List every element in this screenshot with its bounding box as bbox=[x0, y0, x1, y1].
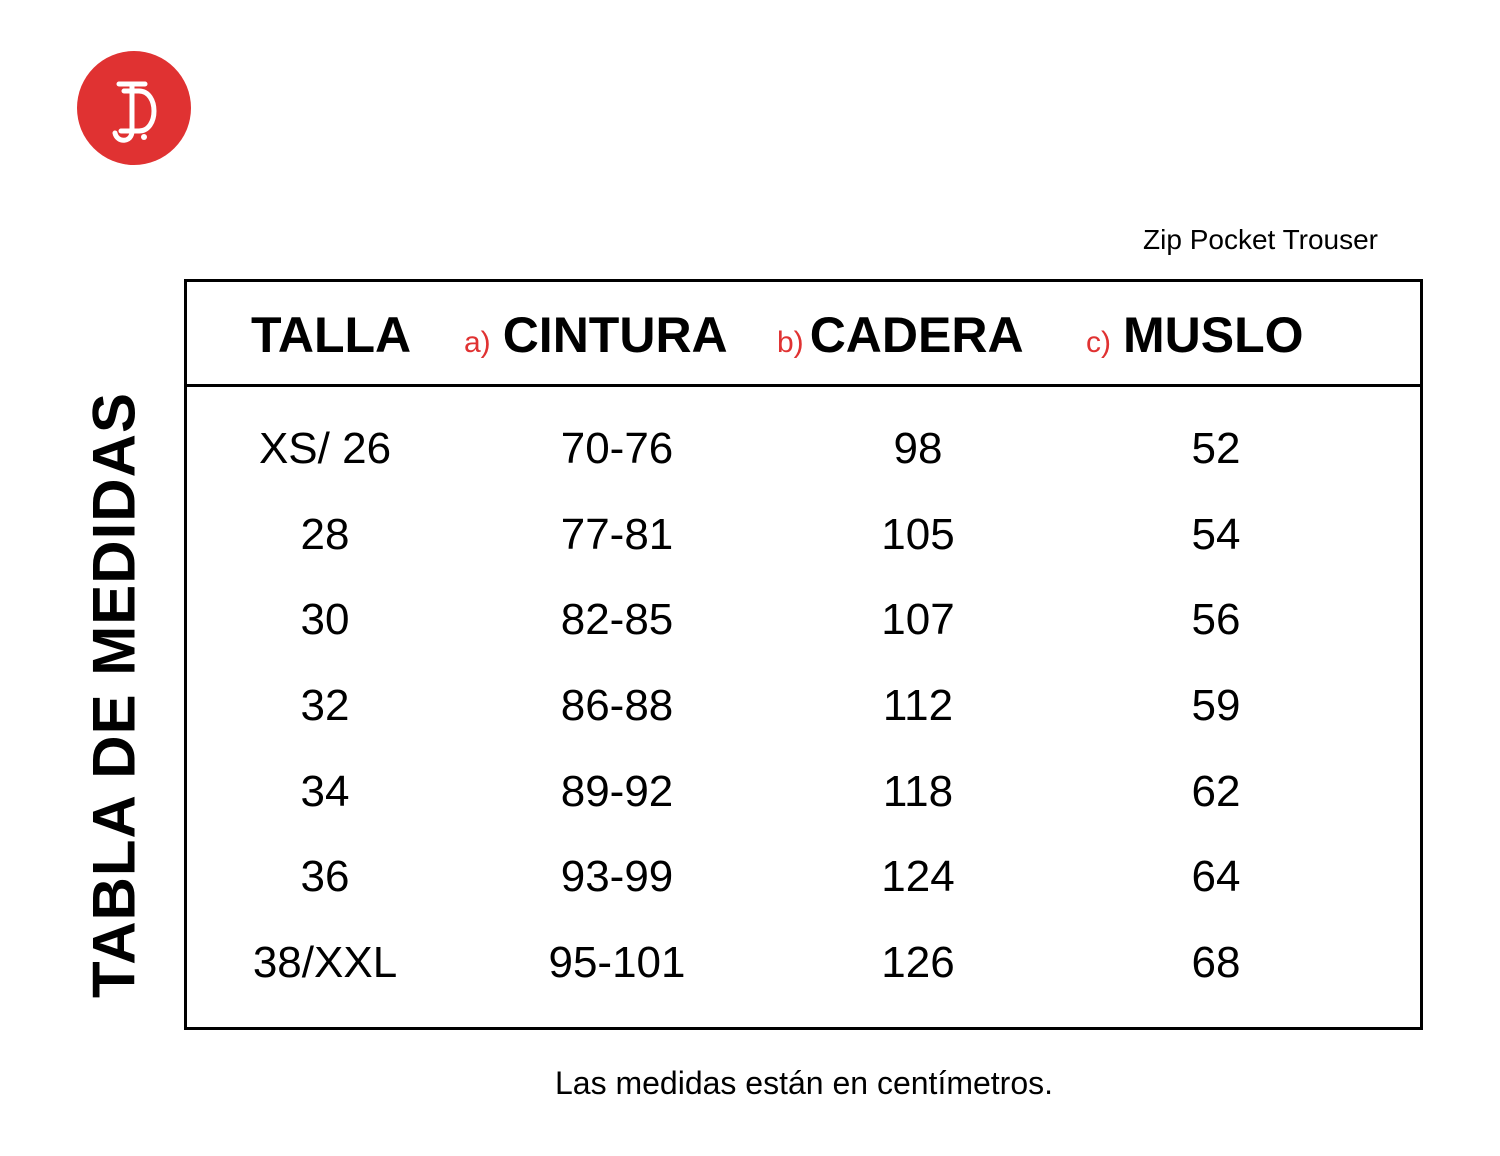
cell-talla: 38/XXL bbox=[252, 938, 398, 988]
header-muslo bbox=[1086, 306, 1304, 362]
cell-talla: 28 bbox=[300, 509, 350, 559]
side-title: TABLA DE MEDIDAS bbox=[80, 392, 148, 998]
cell-cintura: 95-101 bbox=[548, 938, 686, 988]
cell-cintura: 82-85 bbox=[560, 595, 674, 645]
cell-talla: 30 bbox=[300, 595, 350, 645]
header-cintura bbox=[464, 306, 728, 362]
table-row bbox=[187, 406, 1420, 492]
cell-muslo: 56 bbox=[1191, 595, 1241, 645]
header-prefix: c) bbox=[1086, 326, 1111, 359]
table-body bbox=[187, 406, 1420, 1006]
cell-muslo: 62 bbox=[1191, 766, 1241, 816]
units-footnote: Las medidas están en centímetros. bbox=[554, 1065, 1054, 1101]
cell-cadera: 112 bbox=[882, 681, 954, 731]
table-row bbox=[187, 749, 1420, 835]
cell-cintura: 77-81 bbox=[560, 509, 674, 559]
cell-muslo: 64 bbox=[1191, 852, 1241, 902]
cell-cintura: 70-76 bbox=[560, 424, 674, 473]
cell-cadera: 98 bbox=[893, 424, 943, 473]
header-cadera bbox=[777, 306, 1024, 362]
header-label: MUSLO bbox=[1123, 307, 1304, 363]
table-header bbox=[187, 282, 1420, 387]
cell-talla: XS/ 26 bbox=[258, 424, 392, 473]
product-name: Zip Pocket Trouser bbox=[1143, 224, 1378, 255]
table-row bbox=[187, 834, 1420, 920]
header-prefix: b) bbox=[777, 326, 804, 359]
cell-talla: 36 bbox=[300, 852, 350, 902]
cell-cadera: 124 bbox=[881, 852, 955, 902]
cell-cintura: 89-92 bbox=[560, 766, 674, 816]
table-row bbox=[187, 663, 1420, 749]
cell-muslo: 68 bbox=[1191, 938, 1241, 988]
table-row bbox=[187, 492, 1420, 578]
header-label: TALLA bbox=[251, 307, 412, 363]
cell-cadera: 107 bbox=[881, 595, 955, 645]
cell-cintura: 93-99 bbox=[560, 852, 674, 902]
size-table bbox=[184, 279, 1423, 1030]
cell-muslo: 59 bbox=[1191, 681, 1241, 731]
cell-muslo: 54 bbox=[1191, 509, 1241, 559]
header-label: CADERA bbox=[809, 307, 1024, 363]
table-row bbox=[187, 577, 1420, 663]
brand-logo-icon bbox=[77, 51, 191, 165]
table-row bbox=[187, 920, 1420, 1006]
header-talla bbox=[251, 306, 411, 362]
cell-cadera: 105 bbox=[881, 509, 955, 559]
cell-muslo: 52 bbox=[1191, 424, 1241, 473]
cell-cadera: 126 bbox=[881, 938, 955, 988]
cell-cintura: 86-88 bbox=[560, 681, 674, 731]
cell-talla: 34 bbox=[300, 766, 350, 816]
header-prefix: a) bbox=[464, 326, 491, 359]
cell-talla: 32 bbox=[300, 681, 350, 731]
cell-cadera: 118 bbox=[882, 766, 954, 816]
header-label: CINTURA bbox=[502, 307, 728, 363]
